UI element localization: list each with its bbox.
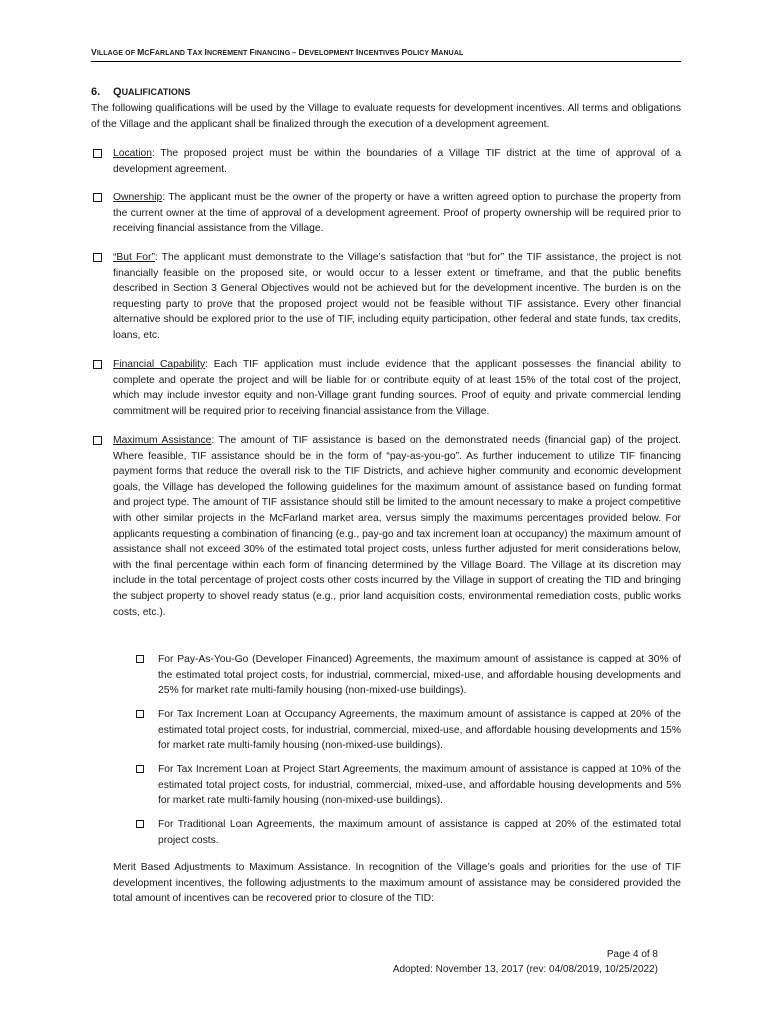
adoption-date: Adopted: November 13, 2017 (rev: 04/08/2019, 10/25/2022) xyxy=(392,964,658,975)
running-header xyxy=(91,47,681,57)
page-number: Page 4 of 8 xyxy=(606,949,658,960)
qualification-text xyxy=(113,146,681,177)
assistance-cap-pay-as-you-go xyxy=(136,652,681,699)
checkbox-icon xyxy=(136,655,144,663)
header-part: NCREMENT xyxy=(206,50,250,57)
header-divider xyxy=(91,61,681,62)
qualification-description: : Each TIF application must include evidence that the applicant possesses the financial ability to complete and operate the project and will be liable for or contribute equity of at least 15% of the total cost of the project, which may include investor equity and non-Village grant funding sources. Proof of equity and private commercial lending commitment will be required prior to receiving financial assistance from the Village. xyxy=(113,359,681,417)
qualification-term: Location xyxy=(113,148,152,159)
qualification-description: : The amount of TIF assistance is based on the demonstrated needs (financial gap) of the project. Where feasible, TIF assistance should be in the form of “pay-as-you-go”. As further inducement to utilize TIF financing payment forms that reduce the overall risk to the TIF Districts, and achieve higher community and economic development goals, the Village has developed the following guidelines for the maximum amount of assistance based on funding format and project type. The amount of TIF assistance should still be limited to the amount necessary to make a project competitive with other similar projects in the McFarland market area, versus simply the maximums percentages provided below. For applicants requesting a combination of financing (e.g., pay-go and tax increment loan at occupancy) the maximum amount of assistance shall not exceed 30% of the estimated total project costs, unless further adjusted for merit considerations below, with the final percentage within each form of financing determined by the Village Board. The Village at its discretion may include in the total percentage of project costs other costs incurred by the Village in support of creating the TID and bringing the subject property to shovel ready status (e.g., prior land acquisition costs, environmental remediation costs, public works costs, etc.). xyxy=(113,435,681,618)
checkbox-icon xyxy=(136,765,144,773)
qualification-text xyxy=(113,357,681,419)
qualification-term: “But For” xyxy=(113,252,155,263)
merit-adjustments-paragraph: Merit Based Adjustments to Maximum Assistance. In recognition of the Village’s goals and priorities for the use of TIF development incentives, the following adjustments to the maximum amount of assistance may be considered provided the total amount of incentives can be recovered prior to closure of the TID: xyxy=(113,862,681,905)
assistance-cap-text: For Tax Increment Loan at Occupancy Agreements, the maximum amount of assistance is capped at 20% of the estimated total project costs, for industrial, commercial, mixed-use, and affordable housing developments and 15% for market rate multi-family housing (non-mixed-use buildings). xyxy=(158,709,681,752)
header-part: NCENTIVES xyxy=(358,50,402,57)
checkbox-icon xyxy=(136,710,144,718)
qualification-term: Maximum Assistance xyxy=(113,435,212,446)
section-intro: The following qualifications will be used by the Village to evaluate requests for development incentives. All terms and obligations of the Village and the applicant shall be finalized through the execution of a development agreement. xyxy=(91,103,681,130)
assistance-cap-occupancy-loan xyxy=(136,707,681,754)
header-part: F xyxy=(149,47,155,57)
qualification-text xyxy=(113,433,681,620)
section-title-rest: UALIFICATIONS xyxy=(121,87,191,97)
qualification-description: : The applicant must be the owner of the property or have a written agreed option to purchase the property from the current owner at the time of approval of a development agreement. Proof of property ownership will be required prior to receiving financial assistance from the Village. xyxy=(113,192,681,235)
checkbox-icon xyxy=(93,193,102,202)
header-part: OLICY xyxy=(407,50,432,57)
checkbox-icon xyxy=(93,149,102,158)
header-part: ILLAGE OF xyxy=(96,50,138,57)
qualification-term: Ownership xyxy=(113,192,163,203)
checkbox-icon xyxy=(93,360,102,369)
header-part: I xyxy=(355,47,359,57)
checkbox-icon xyxy=(136,820,144,828)
assistance-cap-traditional-loan xyxy=(136,817,681,848)
qualification-text xyxy=(113,250,681,344)
header-part: ANUAL xyxy=(438,50,464,57)
header-part: V xyxy=(91,47,97,57)
qualification-location xyxy=(91,146,681,177)
header-part: M xyxy=(431,47,439,57)
assistance-cap-text: For Pay-As-You-Go (Developer Financed) Agreements, the maximum amount of assistance is capped at 30% of the estimated total project costs, for industrial, commercial, mixed-use, and affordable housing developments and 25% for market rate multi-family housing (non-mixed-use buildings). xyxy=(158,654,681,697)
qualification-but-for xyxy=(91,250,681,344)
qualification-maximum-assistance xyxy=(91,433,681,620)
header-part: M xyxy=(137,47,145,57)
header-part: P xyxy=(401,47,408,57)
header-part: EVELOPMENT xyxy=(304,50,356,57)
header-part: T xyxy=(187,47,193,57)
header-part: F xyxy=(249,47,255,57)
section-number: 6. xyxy=(91,86,101,98)
section-heading xyxy=(91,86,190,98)
header-part: D xyxy=(298,47,305,57)
section-title-initial: Q xyxy=(113,86,122,98)
checkbox-icon xyxy=(93,253,102,262)
qualification-financial-capability xyxy=(91,357,681,419)
header-part: INANCING – xyxy=(254,50,299,57)
checkbox-icon xyxy=(93,436,102,445)
assistance-cap-project-start-loan xyxy=(136,762,681,809)
qualification-ownership xyxy=(91,190,681,237)
header-part: I xyxy=(204,47,207,57)
assistance-cap-text: For Tax Increment Loan at Project Start Agreements, the maximum amount of assistance is capped at 10% of the estimated total project costs, for industrial, commercial, mixed-use, and affordable housing developments and 5% for market rate multi-family housing (non-mixed-use buildings). xyxy=(158,764,681,807)
header-part: ARLAND xyxy=(154,50,188,57)
qualification-description: : The applicant must demonstrate to the Village’s satisfaction that “but for” the TIF assistance, the project is not financially feasible on the proposed site, or would occur to a lesser extent or timeframe, and that the public benefits described in Section 3 General Objectives would not be achieved but for the development incentive. The burden is on the requesting party to prove that the proposed project would not be feasible without TIF assistance. Every other financial alternative should be explored prior to the use of TIF, including equity participation, other federal and state funds, tax credits, loans, etc. xyxy=(113,252,682,341)
qualification-text xyxy=(113,190,681,237)
qualification-description: : The proposed project must be within the boundaries of a Village TIF district at the time of approval of a development agreement. xyxy=(113,148,681,175)
header-part: C xyxy=(144,50,150,57)
qualification-term: Financial Capability xyxy=(113,359,206,370)
assistance-cap-text: For Traditional Loan Agreements, the maximum amount of assistance is capped at 20% of the estimated total project costs. xyxy=(158,819,681,846)
header-part: AX xyxy=(192,50,205,57)
